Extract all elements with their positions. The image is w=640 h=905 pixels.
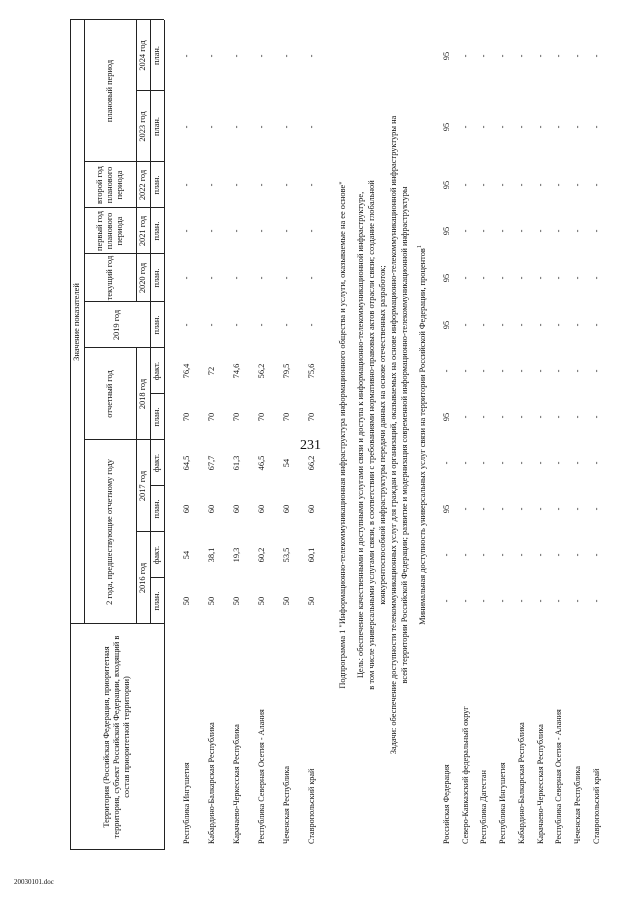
bottom-row-cell: - (498, 276, 508, 280)
rule (84, 347, 164, 348)
top-row-cell: - (182, 125, 191, 129)
bottom-row-cell: - (554, 369, 564, 373)
rule (84, 207, 164, 208)
top-row-cell: - (232, 323, 241, 327)
bottom-row-cell: - (572, 415, 582, 419)
top-row-cell: 19,3 (232, 547, 241, 563)
top-row-cell: - (207, 229, 216, 233)
top-row-cell: 61,3 (232, 455, 241, 471)
bottom-row-cell: - (479, 599, 489, 603)
bottom-row-label: Республика Дагестан (479, 770, 489, 844)
top-row-cell: 54 (182, 550, 191, 560)
subprogram-goal-line-3: конкурентоспособной инфраструктуры передачи данных на основе отечественных разработок; (378, 265, 387, 605)
bottom-row-cell: - (479, 323, 489, 327)
bottom-row-cell: - (460, 125, 470, 129)
rotated-table (70, 20, 601, 850)
rule (84, 161, 164, 162)
top-row-cell: 79,5 (282, 363, 291, 379)
top-row-cell: - (282, 183, 291, 187)
top-row-cell: 50 (307, 596, 316, 606)
bottom-row-cell: - (572, 461, 582, 465)
header-plan-period: плановый период (104, 59, 114, 123)
top-row-cell: 54 (282, 458, 291, 468)
top-row-cell: - (257, 229, 266, 233)
bottom-row-cell: - (460, 553, 470, 557)
bottom-row-cell: - (479, 461, 489, 465)
bottom-row-cell: - (554, 507, 564, 511)
top-row-cell: - (207, 125, 216, 129)
bottom-row-cell: - (479, 125, 489, 129)
bottom-row-cell: - (591, 125, 601, 129)
bottom-row-cell: 95 (442, 273, 451, 283)
bottom-row-cell: - (535, 125, 545, 129)
bottom-row-cell: - (591, 276, 601, 280)
top-row-cell: - (257, 323, 266, 327)
bottom-row-cell: - (516, 553, 526, 557)
top-row-cell: - (182, 323, 191, 327)
footer-filename: 20030101.doc (14, 878, 54, 886)
bottom-row-cell: - (498, 229, 508, 233)
header-plan: план. (151, 315, 161, 335)
bottom-row-cell: - (516, 323, 526, 327)
top-row-cell: 60 (232, 504, 241, 514)
top-row-cell: 70 (182, 412, 191, 422)
top-row-cell: - (307, 323, 316, 327)
top-row-cell: 50 (182, 596, 191, 606)
bottom-row-cell: - (591, 415, 601, 419)
top-row-cell: - (207, 276, 216, 280)
top-row-cell: - (257, 125, 266, 129)
top-row-cell: 74,6 (232, 363, 241, 379)
bottom-row-cell: - (591, 229, 601, 233)
bottom-row-cell: - (479, 369, 489, 373)
bottom-row-cell: - (442, 369, 451, 373)
header-fact: факт. (151, 453, 161, 473)
bottom-row-cell: - (554, 323, 564, 327)
header-2018: 2018 год (137, 378, 147, 410)
bottom-row-label: Республика Ингушетия (498, 762, 508, 844)
rule (84, 253, 164, 254)
bottom-row-cell: - (591, 599, 601, 603)
bottom-row-cell: - (460, 323, 470, 327)
bottom-row-cell: - (535, 415, 545, 419)
page-number: 231 (300, 438, 321, 453)
top-row-cell: 70 (232, 412, 241, 422)
bottom-row-cell: - (554, 125, 564, 129)
bottom-row-cell: 95 (442, 320, 451, 330)
bottom-row-cell: - (479, 553, 489, 557)
top-row-cell: - (232, 276, 241, 280)
bottom-row-cell: - (572, 599, 582, 603)
bottom-row-cell: 95 (442, 51, 451, 61)
rule (70, 20, 71, 850)
top-row-cell: 46,5 (257, 455, 266, 471)
top-row-label: Республика Ингушетия (182, 762, 191, 844)
rule (150, 485, 164, 486)
bottom-row-cell: - (572, 276, 582, 280)
header-plan: план. (151, 268, 161, 288)
bottom-row-cell: - (479, 415, 489, 419)
bottom-row-cell: - (535, 276, 545, 280)
header-2019: 2019 год (111, 309, 121, 341)
bottom-row-cell: - (460, 183, 470, 187)
bottom-row-cell: - (442, 553, 451, 557)
rule (150, 577, 164, 578)
bottom-row-cell: - (442, 599, 451, 603)
rule (150, 20, 151, 624)
top-row-cell: - (257, 276, 266, 280)
header-reporting-year: отчетный год (104, 370, 114, 418)
bottom-row-cell: - (572, 507, 582, 511)
bottom-row-cell: - (516, 125, 526, 129)
top-row-cell: 70 (307, 412, 316, 422)
bottom-row-cell: - (498, 599, 508, 603)
bottom-row-label: Северо-Кавказский федеральный округ (460, 706, 470, 844)
top-row-cell: - (232, 125, 241, 129)
header-first-plan-year: первый год планового периода (94, 211, 125, 251)
bottom-row-cell: - (460, 54, 470, 58)
bottom-row-cell: - (572, 125, 582, 129)
header-2020: 2020 год (137, 262, 147, 294)
bottom-row-cell: - (479, 183, 489, 187)
bottom-row-cell: - (535, 183, 545, 187)
top-row-cell: 60,1 (307, 547, 316, 563)
top-row-cell: - (207, 323, 216, 327)
bottom-row-cell: - (460, 415, 470, 419)
header-plan: план. (151, 221, 161, 241)
top-row-cell: 38,1 (207, 547, 216, 563)
bottom-row-cell: - (572, 183, 582, 187)
bottom-row-cell: - (516, 54, 526, 58)
bottom-row-cell: - (498, 323, 508, 327)
bottom-row-cell: - (516, 599, 526, 603)
bottom-row-cell: - (498, 507, 508, 511)
bottom-row-cell: - (460, 369, 470, 373)
header-2022: 2022 год (137, 169, 147, 201)
top-row-cell: - (282, 54, 291, 58)
header-2024: 2024 год (137, 40, 147, 71)
top-row-cell: 53,5 (282, 547, 291, 563)
top-row-cell: 70 (282, 412, 291, 422)
top-row-cell: 76,4 (182, 363, 191, 379)
bottom-row-cell: 95 (442, 226, 451, 236)
top-row-cell: - (282, 125, 291, 129)
top-row-cell: - (207, 54, 216, 58)
bottom-row-cell: - (460, 276, 470, 280)
bottom-row-cell: - (591, 54, 601, 58)
rule (136, 348, 137, 624)
indicator-footnote-mark: 1 (417, 245, 423, 249)
bottom-row-cell: - (535, 323, 545, 327)
bottom-row-cell: - (572, 323, 582, 327)
header-plan: план. (151, 407, 161, 427)
bottom-row-cell: - (554, 553, 564, 557)
bottom-row-cell: - (591, 553, 601, 557)
bottom-row-cell: - (554, 54, 564, 58)
bottom-row-cell: - (479, 507, 489, 511)
top-row-cell: - (282, 229, 291, 233)
bottom-row-cell: - (535, 229, 545, 233)
subprogram-indicator (417, 20, 427, 850)
bottom-row-cell: - (572, 229, 582, 233)
bottom-row-cell: - (554, 599, 564, 603)
top-row-cell: 60 (257, 504, 266, 514)
header-2023: 2023 год (137, 111, 147, 142)
bottom-row-cell: - (479, 229, 489, 233)
bottom-row-cell: - (535, 553, 545, 557)
bottom-row-cell: - (516, 461, 526, 465)
bottom-row-cell: - (498, 54, 508, 58)
bottom-row-cell: - (460, 507, 470, 511)
bottom-row-cell: - (591, 183, 601, 187)
bottom-row-cell: - (591, 461, 601, 465)
bottom-row-cell: - (591, 507, 601, 511)
rule (150, 393, 164, 394)
subprogram-title: Подпрограмма 1 "Информационно-телекоммуникационная инфраструктура информационного общества и услуги, оказываемые на ее основе" (338, 181, 347, 689)
bottom-row-cell: - (516, 369, 526, 373)
header-territory: Территория (Российская Федерация, приоритетная территория, субъект Российской Федерации, входящий в состав приоритетной территории) (101, 635, 132, 839)
rule (70, 849, 164, 850)
top-row-cell: - (282, 323, 291, 327)
bottom-row-cell: - (479, 54, 489, 58)
top-row-cell: - (182, 276, 191, 280)
top-row-cell: - (182, 229, 191, 233)
bottom-row-cell: - (516, 507, 526, 511)
top-row-cell: 72 (207, 366, 216, 376)
top-row-cell: - (232, 54, 241, 58)
bottom-row-cell: - (516, 276, 526, 280)
bottom-row-cell: - (498, 183, 508, 187)
bottom-row-label: Ставропольский край (591, 768, 601, 844)
bottom-row-cell: 95 (442, 122, 451, 132)
bottom-row-cell: - (460, 229, 470, 233)
rule (84, 301, 164, 302)
top-row-label: Чеченская Республика (282, 765, 291, 844)
bottom-row-cell: - (554, 183, 564, 187)
bottom-row-cell: - (442, 461, 451, 465)
top-row-cell: 60 (182, 504, 191, 514)
bottom-row-label: Карачаево-Черкесская Республика (535, 724, 545, 844)
header-2017: 2017 год (137, 470, 147, 502)
bottom-row-cell: - (498, 125, 508, 129)
bottom-row-cell: - (535, 54, 545, 58)
bottom-row-cell: - (460, 599, 470, 603)
header-plan: план. (151, 117, 161, 136)
header-plan: план. (151, 591, 161, 611)
header-plan: план. (151, 175, 161, 195)
bottom-row-cell: - (535, 461, 545, 465)
bottom-row-cell: - (498, 461, 508, 465)
top-row-cell: 60 (282, 504, 291, 514)
top-row-cell: 66,2 (307, 455, 316, 471)
bottom-row-cell: - (535, 507, 545, 511)
bottom-row-cell: - (516, 183, 526, 187)
bottom-row-cell: - (498, 415, 508, 419)
top-row-cell: 50 (232, 596, 241, 606)
bottom-row-label: Российская Федерация (442, 764, 451, 844)
top-row-cell: - (232, 183, 241, 187)
rule (84, 20, 85, 624)
bottom-row-cell: - (554, 461, 564, 465)
subprogram-tasks-line-2: всей территории Российской Федерации; развитие и модернизация современной информационно-телекоммуникационной инфраструктуры (400, 186, 409, 684)
header-current-year: текущий год (104, 255, 114, 301)
rule (164, 20, 165, 850)
rule (70, 19, 164, 20)
top-row-cell: 67,7 (207, 455, 216, 471)
top-row-cell: - (182, 183, 191, 187)
top-row-cell: 60 (207, 504, 216, 514)
bottom-row-cell: - (516, 229, 526, 233)
top-row-cell: 56,2 (257, 363, 266, 379)
top-row-cell: - (307, 276, 316, 280)
top-row-cell: - (307, 125, 316, 129)
bottom-row-cell: - (591, 323, 601, 327)
top-row-label: Республика Северная Осетия - Алания (257, 709, 266, 844)
top-row-label: Ставропольский край (307, 768, 316, 844)
top-row-cell: 50 (207, 596, 216, 606)
top-row-cell: - (307, 229, 316, 233)
bottom-row-cell: - (572, 369, 582, 373)
top-row-cell: - (257, 54, 266, 58)
rule (136, 531, 164, 532)
header-plan: план. (151, 499, 161, 519)
header-fact: факт. (151, 545, 161, 565)
top-row-cell: - (207, 183, 216, 187)
bottom-row-cell: - (460, 461, 470, 465)
bottom-row-cell: - (554, 276, 564, 280)
top-row-cell: - (282, 276, 291, 280)
top-row-cell: - (307, 54, 316, 58)
bottom-row-cell: - (535, 369, 545, 373)
rule (84, 439, 164, 440)
top-row-label: Карачаево-Черкесская Республика (232, 724, 241, 844)
top-row-cell: 50 (282, 596, 291, 606)
bottom-row-cell: - (554, 229, 564, 233)
top-row-cell: 60,2 (257, 547, 266, 563)
header-second-plan-year: второй год планового периода (94, 166, 125, 204)
top-row-cell: 64,5 (182, 455, 191, 471)
top-row-cell: 75,6 (307, 363, 316, 379)
bottom-row-cell: 95 (442, 180, 451, 190)
bottom-row-cell: - (498, 553, 508, 557)
top-row-cell: 70 (207, 412, 216, 422)
bottom-row-cell: - (479, 276, 489, 280)
header-fact: факт. (151, 361, 161, 381)
top-row-label: Кабардино-Балкарская Республика (207, 722, 216, 844)
top-row-cell: - (307, 183, 316, 187)
top-row-cell: 70 (257, 412, 266, 422)
header-2021: 2021 год (137, 215, 147, 247)
top-row-cell: 50 (257, 596, 266, 606)
rule (70, 623, 164, 624)
bottom-row-label: Республика Северная Осетия - Алания (554, 709, 564, 844)
subprogram-tasks-line-1: Задачи: обеспечение доступности телекоммуникационных услуг для граждан и организаций, оказываемых на основе информационно-телекоммуникационной инфраструктуры на (389, 115, 398, 755)
bottom-row-cell: - (535, 599, 545, 603)
header-indicator-values: Значение показателей (71, 283, 81, 361)
bottom-row-cell: - (516, 415, 526, 419)
bottom-row-cell: - (554, 415, 564, 419)
indicator-text: Минимальная доступность универсальных услуг связи на территории Российской Федерации, процентов (417, 248, 427, 625)
bottom-row-label: Кабардино-Балкарская Республика (516, 722, 526, 844)
bottom-row-label: Чеченская Республика (572, 765, 582, 844)
header-prior-two-years: 2 года, предшествующие отчетному году (104, 459, 114, 605)
top-row-cell: - (232, 229, 241, 233)
bottom-row-cell: - (572, 553, 582, 557)
top-row-cell: 60 (307, 504, 316, 514)
rule (136, 90, 164, 91)
bottom-row-cell: - (591, 369, 601, 373)
header-plan: план. (151, 46, 161, 65)
subprogram-goal-line-2: в том числе универсальными услугами связи, в соответствии с требованиями нормативно-правовых актов отрасли связи; создание глобальной (367, 180, 376, 690)
header-2016: 2016 год (137, 562, 147, 594)
subprogram-goal-line-1: Цель: обеспечение качественными и доступными услугами связи и доступа к информационно-телекоммуникационной инфраструктуре, (356, 191, 365, 679)
bottom-row-cell: - (498, 369, 508, 373)
top-row-cell: - (257, 183, 266, 187)
bottom-row-cell: 95 (442, 412, 451, 422)
bottom-row-cell: 95 (442, 504, 451, 514)
top-row-cell: - (182, 54, 191, 58)
bottom-row-cell: - (572, 54, 582, 58)
